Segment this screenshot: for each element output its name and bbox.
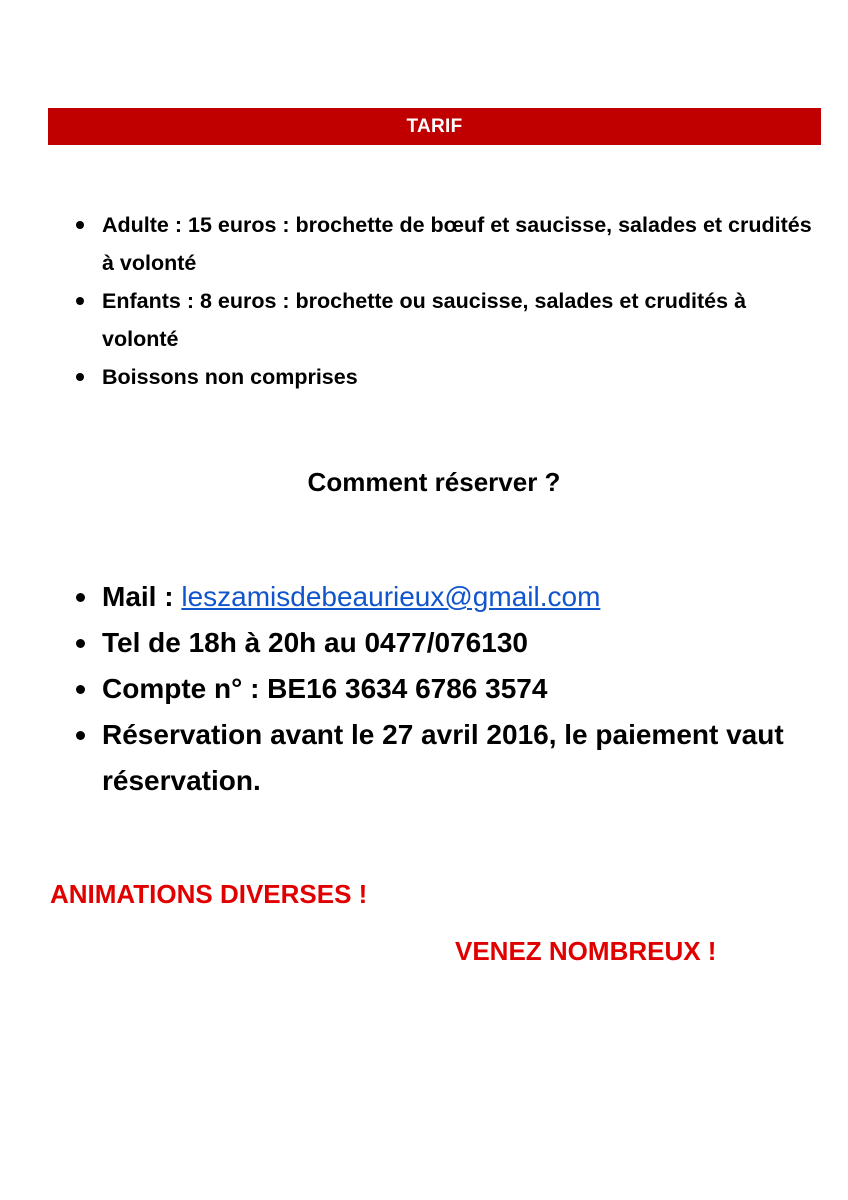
bullet-icon: [76, 593, 85, 602]
deadline-text: Réservation avant le 27 avril 2016, le paiement vaut réservation.: [102, 719, 784, 796]
bullet-icon: [76, 373, 84, 381]
email-link[interactable]: leszamisdebeaurieux@gmail.com: [181, 581, 601, 612]
reservation-item-tel: [76, 620, 836, 666]
reservation-item-account: [76, 666, 836, 712]
bullet-icon: [76, 639, 85, 648]
animations-text: ANIMATIONS DIVERSES !: [50, 879, 368, 909]
tarif-title: TARIF: [406, 115, 463, 137]
bullet-icon: [76, 221, 84, 229]
tarif-list: [76, 206, 826, 396]
account-text: Compte n° : BE16 3634 6786 3574: [102, 673, 548, 704]
tarif-item-adult: [76, 206, 826, 282]
tel-text: Tel de 18h à 20h au 0477/076130: [102, 627, 528, 658]
reservation-heading: Comment réserver ?: [307, 467, 561, 497]
tarif-item-adult-text: Adulte : 15 euros : brochette de bœuf et saucisse, salades et crudités à volonté: [102, 213, 812, 275]
mail-label: Mail :: [102, 581, 182, 612]
venez-nombreux-text: VENEZ NOMBREUX !: [455, 936, 717, 966]
bullet-icon: [76, 731, 85, 740]
tarif-banner: [48, 108, 821, 145]
bullet-icon: [76, 297, 84, 305]
bullet-icon: [76, 685, 85, 694]
tarif-item-children-text: Enfants : 8 euros : brochette ou saucisse, salades et crudités à volonté: [102, 289, 747, 351]
reservation-item-deadline: [76, 712, 836, 804]
tarif-item-children: [76, 282, 826, 358]
tarif-item-drinks: [76, 358, 826, 396]
tarif-item-drinks-text: Boissons non comprises: [102, 365, 358, 389]
reservation-item-mail: [76, 574, 836, 620]
reservation-list: [76, 574, 836, 804]
